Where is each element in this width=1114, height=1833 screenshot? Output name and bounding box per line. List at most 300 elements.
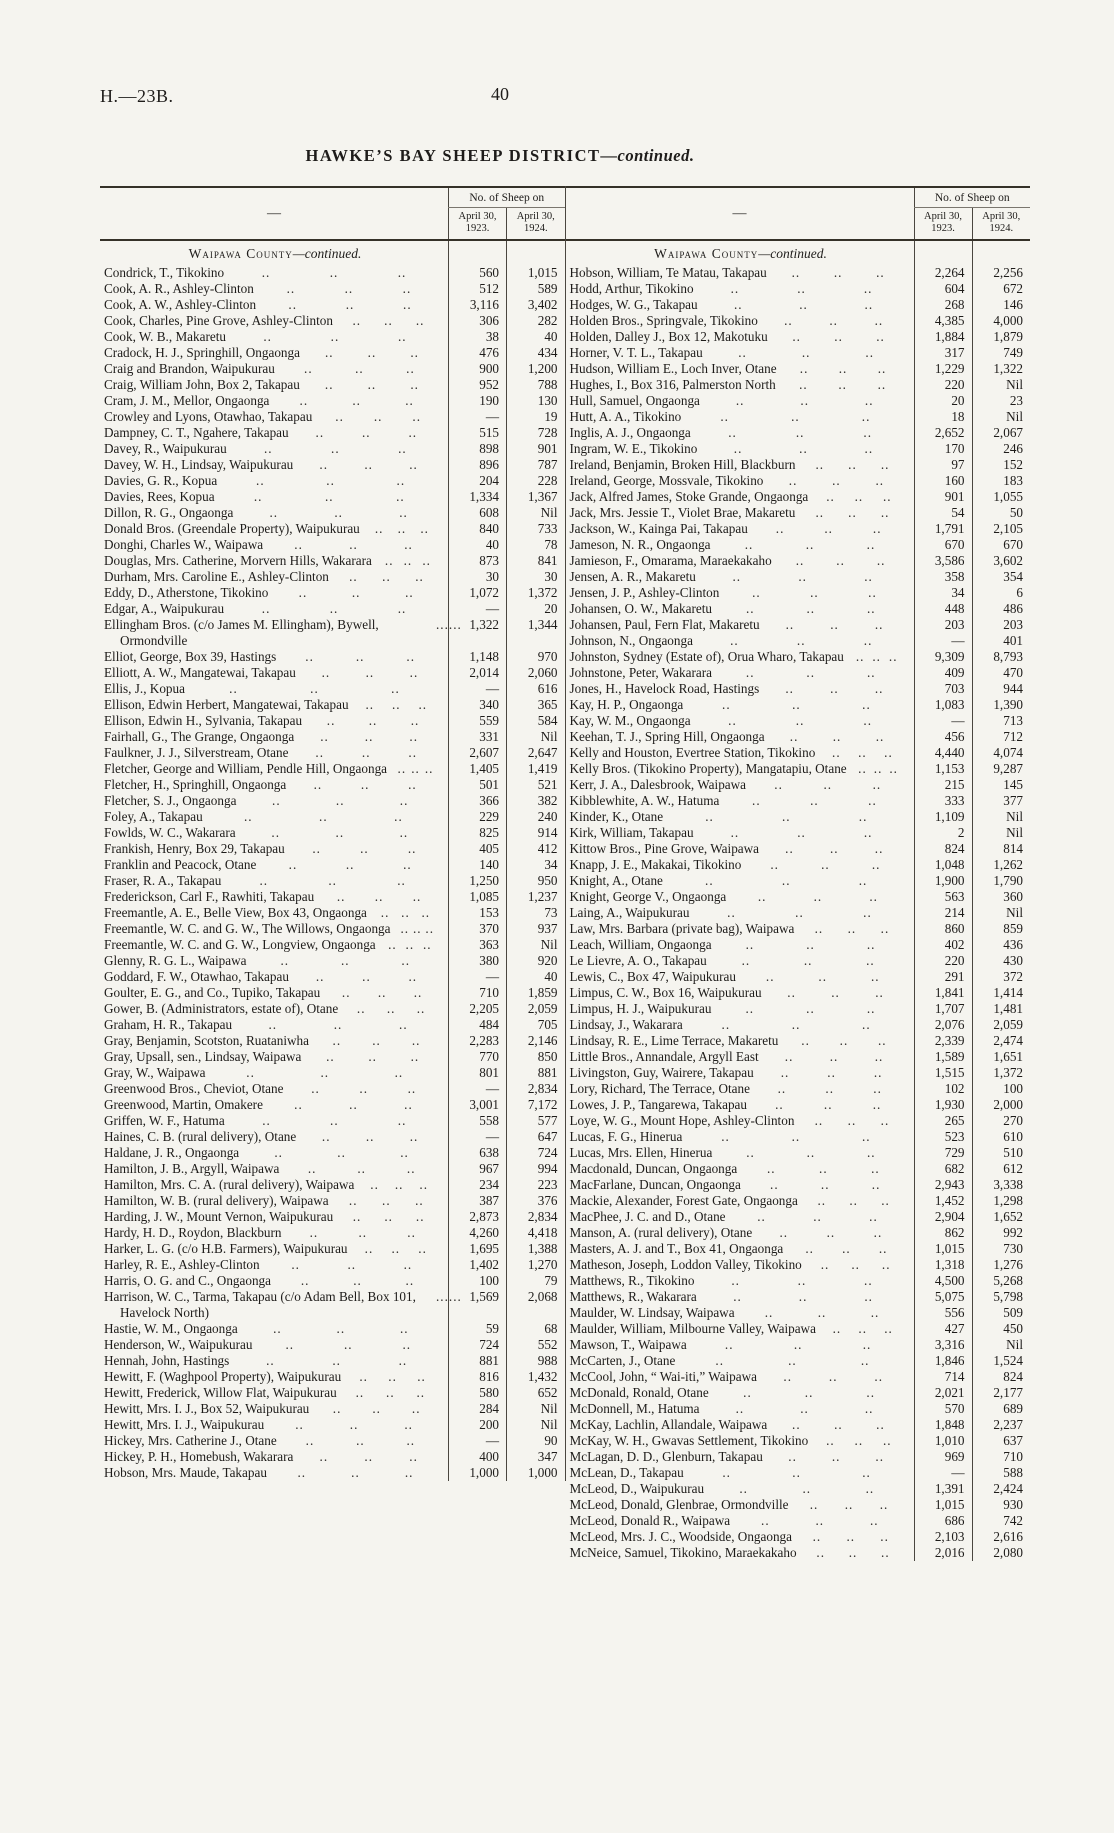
owner-name-cell — [566, 809, 915, 825]
sheep-1924-cell: 950 — [507, 873, 565, 889]
sheep-1924-cell: 1,524 — [972, 1353, 1030, 1369]
dot-leader: .. .. .. — [280, 953, 411, 968]
dot-leader: .. .. .. — [770, 857, 881, 872]
sheep-1924-cell: 2,068 — [507, 1289, 565, 1321]
dot-leader: .. .. .. — [359, 1369, 426, 1384]
sheep-1924-cell: 992 — [972, 1225, 1030, 1241]
sheep-1924-cell: 40 — [507, 969, 565, 985]
owner-column-dash: — — [267, 205, 281, 221]
owner-name-cell — [100, 297, 449, 313]
sheep-1924-cell: 30 — [507, 569, 565, 585]
sheep-1924-cell: 5,798 — [972, 1289, 1030, 1305]
sheep-1924-cell: 8,793 — [972, 649, 1030, 665]
owner-name-cell — [566, 937, 915, 953]
sheep-1923-cell: 570 — [914, 1401, 972, 1417]
sheep-1924-cell: 1,270 — [507, 1257, 565, 1273]
sheep-1924-cell: Nil — [507, 937, 565, 953]
owner-name: Hardy, H. D., Roydon, Blackburn — [104, 1225, 282, 1240]
table-row — [566, 809, 1031, 825]
dot-leader: .. .. .. — [384, 553, 431, 568]
sheep-1923-cell: 1,015 — [914, 1497, 972, 1513]
owner-name: Johansen, O. W., Makaretu — [569, 601, 712, 616]
sheep-1924-cell: 430 — [972, 953, 1030, 969]
dot-leader: .. .. .. — [355, 1385, 426, 1400]
table-row — [566, 825, 1031, 841]
sheep-1924-cell: 510 — [972, 1145, 1030, 1161]
owner-name-cell — [100, 793, 449, 809]
owner-name: Livingston, Guy, Wairere, Takapau — [569, 1065, 754, 1080]
sheep-1923-cell: 140 — [449, 857, 507, 873]
table-row — [566, 489, 1031, 505]
owner-name-cell — [100, 969, 449, 985]
sheep-1923-cell: 824 — [914, 841, 972, 857]
owner-name: McCool, John, “ Wai-iti,” Waipawa — [569, 1369, 757, 1384]
dot-leader: .. .. .. — [801, 1033, 887, 1048]
table-row — [566, 681, 1031, 697]
sheep-1923-cell: 4,440 — [914, 745, 972, 761]
owner-name-cell — [100, 1289, 462, 1321]
dot-leader: .. .. .. — [814, 921, 890, 936]
owner-name-cell — [100, 1273, 449, 1289]
owner-name: McKay, W. H., Gwavas Settlement, Tikokino — [569, 1433, 809, 1448]
owner-name-cell — [566, 793, 915, 809]
owner-name-cell — [566, 1241, 915, 1257]
table-row — [100, 329, 565, 345]
section-heading-row — [566, 240, 1031, 264]
sheep-1923-cell: — — [449, 681, 507, 697]
sheep-1923-cell: — — [449, 409, 507, 425]
table-row — [100, 921, 565, 937]
dot-leader: .. .. .. — [364, 1241, 427, 1256]
sheep-1923-cell: 1,848 — [914, 1417, 972, 1433]
table-row — [100, 745, 565, 761]
owner-name-cell — [566, 857, 915, 873]
owner-name-cell — [100, 521, 449, 537]
owner-name: Lindsay, J., Wakarara — [569, 1017, 683, 1032]
sheep-1923-cell: — — [449, 601, 507, 617]
sheep-1924-cell: 647 — [507, 1129, 565, 1145]
sheep-1924-cell: 354 — [972, 569, 1030, 585]
sheep-1923-cell: 515 — [449, 425, 507, 441]
owner-name-cell — [566, 313, 915, 329]
table-row — [100, 969, 565, 985]
dot-leader: .. .. .. — [715, 1353, 870, 1368]
sheep-1924-cell: 814 — [972, 841, 1030, 857]
sheep-1924-cell: 1,276 — [972, 1257, 1030, 1273]
dot-leader: .. .. .. — [273, 1321, 409, 1336]
owner-name-cell — [566, 1545, 915, 1561]
sheep-1924-cell: 944 — [972, 681, 1030, 697]
sheep-1923-cell: 1,048 — [914, 857, 972, 873]
table-row — [100, 841, 565, 857]
owner-name-cell — [566, 1401, 915, 1417]
sheep-1924-cell: 1,344 — [507, 617, 565, 649]
sheep-1924-cell: 730 — [972, 1241, 1030, 1257]
table-row — [100, 1001, 565, 1017]
sheep-1923-cell: 97 — [914, 457, 972, 473]
sheep-1924-cell: 130 — [507, 393, 565, 409]
table-row — [100, 281, 565, 297]
table-row — [566, 1433, 1031, 1449]
table-row — [566, 425, 1031, 441]
table-row — [566, 617, 1031, 633]
sheep-1924-cell: 788 — [507, 377, 565, 393]
sheep-1923-cell: 1,707 — [914, 1001, 972, 1017]
sheep-1923-cell: 284 — [449, 1401, 507, 1417]
owner-name-cell — [566, 345, 915, 361]
table-row — [566, 297, 1031, 313]
sheep-1923-cell: 1,391 — [914, 1481, 972, 1497]
dot-leader: .. .. .. — [388, 937, 432, 952]
dot-leader: .. .. .. — [745, 1001, 876, 1016]
table-row — [566, 697, 1031, 713]
owner-name-cell — [100, 377, 449, 393]
sheep-1923-cell: 1,402 — [449, 1257, 507, 1273]
owner-name-cell — [100, 1161, 449, 1177]
sheep-1924-cell: 7,172 — [507, 1097, 565, 1113]
sheep-1923-cell: 724 — [449, 1337, 507, 1353]
sheep-1923-cell: 670 — [914, 537, 972, 553]
sheep-1924-cell: 4,074 — [972, 745, 1030, 761]
sheep-1923-cell: 710 — [449, 985, 507, 1001]
owner-name: MacPhee, J. C. and D., Otane — [569, 1209, 726, 1224]
table-row — [100, 1449, 565, 1465]
column-header-1924: April 30, 1924. — [507, 208, 565, 241]
sheep-1924-cell: 1,419 — [507, 761, 565, 777]
owner-name: Hodd, Arthur, Tikokino — [569, 281, 694, 296]
owner-name-cell — [566, 633, 915, 649]
sheep-1923-cell: 770 — [449, 1049, 507, 1065]
owner-name-cell — [566, 1289, 915, 1305]
owner-name-cell — [566, 1145, 915, 1161]
dot-leader: .. .. .. — [784, 1049, 884, 1064]
owner-name: Franklin and Peacock, Otane — [104, 857, 257, 872]
owner-name-cell — [100, 729, 449, 745]
owner-name-cell — [100, 1209, 449, 1225]
sheep-1923-cell: 873 — [449, 553, 507, 569]
sheep-1924-cell: 1,298 — [972, 1193, 1030, 1209]
table-row — [566, 729, 1031, 745]
sheep-1924-cell: 2,000 — [972, 1097, 1030, 1113]
sheep-1923-cell: — — [914, 1465, 972, 1481]
sheep-1923-cell: 2,904 — [914, 1209, 972, 1225]
sheep-1923-cell: 501 — [449, 777, 507, 793]
sheep-1923-cell: 1,589 — [914, 1049, 972, 1065]
sheep-1924-cell: 2,105 — [972, 521, 1030, 537]
sheep-1924-cell: 728 — [507, 425, 565, 441]
sheep-1923-cell: 1,000 — [449, 1465, 507, 1481]
owner-name: Hull, Samuel, Ongaonga — [569, 393, 700, 408]
dot-leader: .. .. .. — [785, 841, 884, 856]
owner-name-cell — [566, 1225, 915, 1241]
dot-leader: .. .. .. — [332, 1401, 421, 1416]
sheep-1923-cell: 4,385 — [914, 313, 972, 329]
owner-name-cell — [566, 985, 915, 1001]
sheep-1923-cell: 34 — [914, 585, 972, 601]
table-row — [100, 569, 565, 585]
dot-leader: .. .. .. — [365, 697, 428, 712]
sheep-1923-cell: — — [914, 713, 972, 729]
sheep-1923-cell: 1,405 — [449, 761, 507, 777]
dot-leader: .. .. .. — [326, 1049, 420, 1064]
dot-leader: .. .. .. — [728, 713, 872, 728]
sheep-1923-cell: 1,846 — [914, 1353, 972, 1369]
owner-name: Cook, W. B., Makaretu — [104, 329, 226, 344]
dot-leader: .. .. .. — [269, 505, 408, 520]
sheep-1923-cell: 102 — [914, 1081, 972, 1097]
owner-name: Dampney, C. T., Ngahere, Takapau — [104, 425, 289, 440]
sheep-1924-cell: 2,834 — [507, 1209, 565, 1225]
owner-name-cell — [100, 857, 449, 873]
sheep-1924-cell: 203 — [972, 617, 1030, 633]
dot-leader: .. .. .. — [805, 1241, 888, 1256]
table-row — [100, 1289, 565, 1321]
owner-name-cell — [100, 585, 449, 601]
sheep-1923-cell: 427 — [914, 1321, 972, 1337]
table-row — [566, 281, 1031, 297]
dot-leader: .. .. .. — [312, 841, 417, 856]
owner-name-cell — [100, 889, 449, 905]
sheep-1923-cell: 333 — [914, 793, 972, 809]
table-row — [566, 473, 1031, 489]
column-header-1924: April 30, 1924. — [972, 208, 1030, 241]
owner-name: Jack, Mrs. Jessie T., Violet Brae, Makaretu — [569, 505, 796, 520]
sheep-1924-cell: 733 — [507, 521, 565, 537]
sheep-1924-cell: Nil — [972, 825, 1030, 841]
sheep-1923-cell: 1,515 — [914, 1065, 972, 1081]
sheep-1923-cell: 1,791 — [914, 521, 972, 537]
owner-name: Mawson, T., Waipawa — [569, 1337, 687, 1352]
owner-name: Freemantle, W. C. and G. W., Longview, Ongaonga — [104, 937, 376, 952]
table-row — [100, 425, 565, 441]
table-row — [100, 1113, 565, 1129]
sheep-1924-cell: 914 — [507, 825, 565, 841]
dot-leader: .. .. .. — [325, 345, 419, 360]
sheep-1923-cell: 2,873 — [449, 1209, 507, 1225]
table-row — [100, 761, 565, 777]
table-row — [100, 649, 565, 665]
sheep-1923-cell: 3,586 — [914, 553, 972, 569]
owner-name-cell — [100, 264, 449, 281]
dot-leader: .. .. .. — [720, 409, 871, 424]
owner-name: Cook, A. R., Ashley-Clinton — [104, 281, 254, 296]
table-row — [566, 1321, 1031, 1337]
sheep-1923-cell: 1,010 — [914, 1433, 972, 1449]
sheep-1923-cell: 1,153 — [914, 761, 972, 777]
dot-leader: .. .. .. — [792, 1417, 885, 1432]
sheep-1923-cell: 512 — [449, 281, 507, 297]
sheep-1924-cell: 616 — [507, 681, 565, 697]
sheep-1924-cell: 713 — [972, 713, 1030, 729]
table-row — [100, 1225, 565, 1241]
dot-leader: .. .. .. — [297, 1465, 414, 1480]
table-row — [566, 905, 1031, 921]
owner-name: Hickey, Mrs. Catherine J., Otane — [104, 1433, 277, 1448]
owner-name: Law, Mrs. Barbara (private bag), Waipawa — [569, 921, 795, 936]
table-row — [566, 1129, 1031, 1145]
sheep-1923-cell: 1,072 — [449, 585, 507, 601]
sheep-1923-cell: 686 — [914, 1513, 972, 1529]
dot-leader: .. .. .. — [783, 1369, 884, 1384]
page-title-continued: —continued. — [600, 146, 695, 165]
table-row — [566, 1033, 1031, 1049]
sheep-1923-cell: 952 — [449, 377, 507, 393]
sheep-1924-cell: 670 — [972, 537, 1030, 553]
owner-name: Jones, H., Havelock Road, Hastings — [569, 681, 760, 696]
owner-name: Hamilton, W. B. (rural delivery), Waipawa — [104, 1193, 329, 1208]
sheep-1923-cell: 2,652 — [914, 425, 972, 441]
dot-leader: .. .. .. — [733, 441, 874, 456]
owner-name: Fowlds, W. C., Wakarara — [104, 825, 236, 840]
dot-leader: .. .. .. — [792, 329, 885, 344]
sheep-1924-cell: 1,879 — [972, 329, 1030, 345]
sheep-1924-cell: 610 — [972, 1129, 1030, 1145]
owner-name-cell — [100, 921, 449, 937]
section-heading: Waipawa County—continued. — [654, 246, 827, 261]
table-row — [566, 521, 1031, 537]
dot-leader: .. .. .. — [728, 425, 872, 440]
owner-name-cell — [566, 473, 915, 489]
sheep-1924-cell: 584 — [507, 713, 565, 729]
owner-name: Hudson, William E., Loch Inver, Otane — [569, 361, 777, 376]
owner-name: Maulder, William, Milbourne Valley, Waipawa — [569, 1321, 816, 1336]
table-row — [100, 857, 565, 873]
table-row — [100, 1401, 565, 1417]
table-body-right — [566, 240, 1031, 1561]
sheep-1924-cell: 240 — [507, 809, 565, 825]
owner-name: Johnston, Sydney (Estate of), Orua Wharo, Takapau — [569, 649, 844, 664]
owner-name-cell — [100, 1145, 449, 1161]
sheep-1924-cell: 1,000 — [507, 1465, 565, 1481]
owner-name: Henderson, W., Waipukurau — [104, 1337, 253, 1352]
owner-name: Johnstone, Peter, Wakarara — [569, 665, 712, 680]
owner-name: Hobson, William, Te Matau, Takapau — [569, 265, 767, 280]
sheep-1924-cell: 850 — [507, 1049, 565, 1065]
owner-name: Johansen, Paul, Fern Flat, Makaretu — [569, 617, 760, 632]
dot-leader: .. .. .. — [326, 713, 420, 728]
owner-name-cell — [566, 953, 915, 969]
sheep-1923-cell: 190 — [449, 393, 507, 409]
dot-leader: .. .. .. — [752, 585, 877, 600]
sheep-1924-cell: 78 — [507, 537, 565, 553]
sheep-1924-cell: 970 — [507, 649, 565, 665]
owner-name-cell — [566, 841, 915, 857]
sheep-1924-cell: 360 — [972, 889, 1030, 905]
table-row — [100, 825, 565, 841]
dot-leader: .. .. .. — [262, 1113, 407, 1128]
sheep-1924-cell: 1,015 — [507, 264, 565, 281]
owner-name: Ireland, Benjamin, Broken Hill, Blackburn — [569, 457, 796, 472]
table-row — [100, 1017, 565, 1033]
owner-name-cell — [566, 761, 915, 777]
dot-leader: .. .. .. — [721, 1017, 871, 1032]
owner-name: Lucas, F. G., Hinerua — [569, 1129, 683, 1144]
owner-name-cell — [100, 1225, 449, 1241]
table-row — [566, 1081, 1031, 1097]
sheep-1923-cell: 2,016 — [914, 1545, 972, 1561]
owner-name-cell — [566, 1465, 915, 1481]
owner-name-cell — [100, 905, 449, 921]
sheep-1924-cell: 347 — [507, 1449, 565, 1465]
sheep-1923-cell: 2,014 — [449, 665, 507, 681]
owner-name: Macdonald, Duncan, Ongaonga — [569, 1161, 738, 1176]
owner-name-cell — [566, 553, 915, 569]
owner-name-cell — [100, 681, 449, 697]
dot-leader: .. .. .. — [757, 1209, 878, 1224]
sheep-1923-cell: 204 — [449, 473, 507, 489]
sheep-1923-cell: 559 — [449, 713, 507, 729]
dot-leader: .. .. .. — [705, 873, 868, 888]
page-number: 40 — [491, 84, 509, 104]
dot-leader: .. .. .. — [352, 1209, 425, 1224]
sheep-1924-cell: 742 — [972, 1513, 1030, 1529]
table-row — [100, 1241, 565, 1257]
owner-name: Le Lievre, A. O., Takapau — [569, 953, 707, 968]
owner-name-cell — [100, 649, 449, 665]
dot-leader: .. .. .. — [253, 489, 405, 504]
owner-name-cell — [566, 1433, 915, 1449]
table-row — [566, 985, 1031, 1001]
dot-leader: .. .. .. — [832, 745, 893, 760]
dot-leader: .. .. .. — [757, 889, 878, 904]
table-row — [100, 681, 565, 697]
owner-name: McNeice, Samuel, Tikokino, Maraekakaho — [569, 1545, 797, 1560]
owner-name-cell — [566, 409, 915, 425]
sheep-1924-cell: 20 — [507, 601, 565, 617]
sheep-1924-cell: 1,200 — [507, 361, 565, 377]
dot-leader: .. .. .. — [307, 1161, 416, 1176]
table-row — [100, 873, 565, 889]
dot-leader: .. .. .. — [298, 585, 414, 600]
table-row — [100, 617, 565, 649]
owner-name-cell — [566, 921, 915, 937]
owner-name-cell — [566, 729, 915, 745]
dot-leader: .. .. .. — [324, 377, 419, 392]
owner-name: Craig, William John, Box 2, Takapau — [104, 377, 300, 392]
table-row — [566, 1001, 1031, 1017]
sheep-1924-cell: 2,177 — [972, 1385, 1030, 1401]
table-row — [100, 537, 565, 553]
sheep-1924-cell: 228 — [507, 473, 565, 489]
table-row — [566, 1273, 1031, 1289]
sheep-1924-cell: 40 — [507, 329, 565, 345]
sheep-1924-cell: Nil — [972, 1337, 1030, 1353]
table-row — [566, 329, 1031, 345]
sheep-1924-cell: 920 — [507, 953, 565, 969]
sheep-1924-cell: 1,262 — [972, 857, 1030, 873]
sheep-1923-cell: 387 — [449, 1193, 507, 1209]
dot-leader: .. .. .. — [784, 313, 884, 328]
owner-name-cell — [566, 297, 915, 313]
owner-name: Greenwood Bros., Cheviot, Otane — [104, 1081, 284, 1096]
table-row — [100, 1065, 565, 1081]
owner-name: Knight, A., Otane — [569, 873, 663, 888]
owner-name: Davey, R., Waipukurau — [104, 441, 227, 456]
sheep-1923-cell: 2,283 — [449, 1033, 507, 1049]
owner-name: Graham, H. R., Takapau — [104, 1017, 233, 1032]
dot-leader: .. .. .. — [436, 617, 462, 632]
sheep-count-group-header: No. of Sheep on — [914, 187, 1030, 208]
sheep-1924-cell: 6 — [972, 585, 1030, 601]
owner-name: Hobson, Mrs. Maude, Takapau — [104, 1465, 267, 1480]
owner-name-cell — [566, 681, 915, 697]
owner-name: Lindsay, R. E., Lime Terrace, Makaretu — [569, 1033, 779, 1048]
sheep-1923-cell: 1,334 — [449, 489, 507, 505]
owner-name: Kibblewhite, A. W., Hatuma — [569, 793, 720, 808]
sheep-1924-cell: 577 — [507, 1113, 565, 1129]
dot-leader: .. .. .. — [294, 537, 413, 552]
sheep-1924-cell: 2,067 — [972, 425, 1030, 441]
